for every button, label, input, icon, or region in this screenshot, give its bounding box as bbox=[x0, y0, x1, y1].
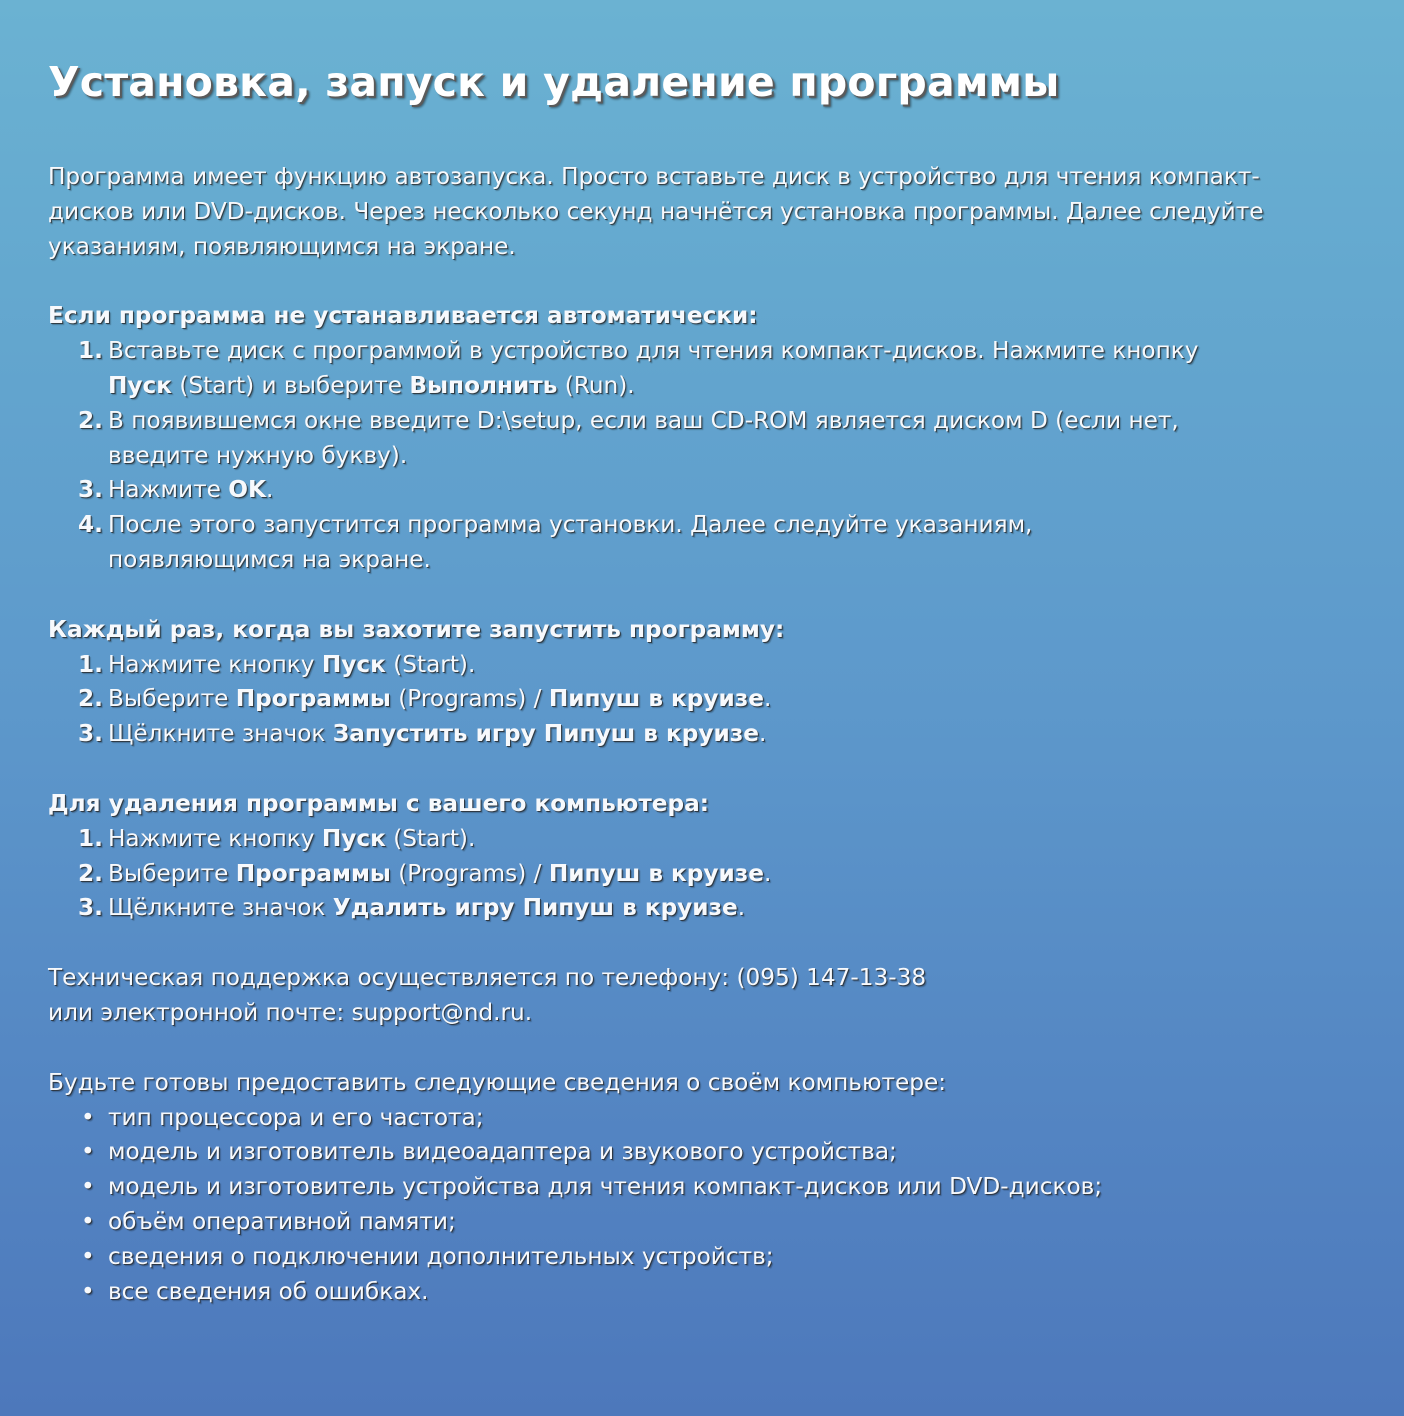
page-title: Установка, запуск и удаление программы bbox=[48, 58, 1060, 106]
step-text: После этого запустится программа установки. Далее следуйте указаниям, bbox=[108, 511, 1033, 539]
step-text: введите нужную букву). bbox=[108, 441, 408, 469]
list-item bbox=[48, 1135, 1368, 1170]
support-email-line: или электронной почте: support@nd.ru. bbox=[48, 998, 533, 1026]
step-item bbox=[48, 717, 1368, 752]
launch-heading: Каждый раз, когда вы захотите запустить программу: bbox=[48, 615, 785, 643]
step-text: Вставьте диск с программой в устройство для чтения компакт-дисков. Нажмите кнопку bbox=[108, 337, 1199, 365]
step-text: (Start) и выберите bbox=[172, 371, 410, 399]
intro-line: указаниям, появляющимся на экране. bbox=[48, 232, 516, 260]
bullet-icon: • bbox=[81, 1207, 95, 1235]
programs-menu-label: Программы bbox=[235, 859, 391, 887]
list-item-text: все сведения об ошибках. bbox=[108, 1277, 429, 1305]
step-number: 3. bbox=[78, 720, 103, 748]
manual-install-heading: Если программа не устанавливается автоматически: bbox=[48, 302, 758, 330]
step-text: (Start). bbox=[385, 650, 476, 678]
step-item bbox=[48, 334, 1368, 404]
list-item bbox=[48, 1205, 1368, 1240]
start-menu-label: Пуск bbox=[108, 371, 173, 399]
step-number: 2. bbox=[78, 685, 103, 713]
document-page bbox=[48, 52, 1368, 1309]
bullet-icon: • bbox=[81, 1138, 95, 1166]
step-number: 1. bbox=[78, 824, 103, 852]
step-text: . bbox=[737, 894, 746, 922]
step-item bbox=[48, 473, 1368, 508]
step-text: (Start). bbox=[385, 824, 476, 852]
step-item bbox=[48, 508, 1368, 578]
uninstall-shortcut-label: Удалить игру Пипуш в круизе bbox=[332, 894, 738, 922]
bullet-icon: • bbox=[81, 1242, 95, 1270]
step-item bbox=[48, 891, 1368, 926]
ok-label: OK bbox=[228, 476, 266, 504]
uninstall-steps bbox=[48, 822, 1368, 926]
step-text: Выберите bbox=[108, 685, 236, 713]
step-item bbox=[48, 682, 1368, 717]
intro-line: Программа имеет функцию автозапуска. Просто вставьте диск в устройство для чтения компакт- bbox=[48, 163, 1260, 190]
list-item bbox=[48, 1240, 1368, 1275]
step-text: . bbox=[763, 859, 772, 887]
launch-steps bbox=[48, 648, 1368, 752]
list-item-text: объём оперативной памяти; bbox=[108, 1207, 456, 1235]
info-list bbox=[48, 1101, 1368, 1310]
step-text: . bbox=[758, 720, 767, 748]
programs-menu-label: Программы bbox=[235, 685, 391, 713]
step-text: (Programs) / bbox=[390, 859, 549, 887]
step-number: 3. bbox=[78, 894, 103, 922]
step-text: Нажмите кнопку bbox=[108, 650, 322, 678]
step-text: . bbox=[265, 476, 274, 504]
step-text: (Run). bbox=[557, 371, 635, 399]
bullet-icon: • bbox=[81, 1103, 95, 1131]
list-item-text: тип процессора и его частота; bbox=[108, 1103, 484, 1131]
start-menu-label: Пуск bbox=[321, 650, 386, 678]
uninstall-heading: Для удаления программы с вашего компьютера: bbox=[48, 789, 710, 817]
step-number: 2. bbox=[78, 406, 103, 434]
step-text: (Programs) / bbox=[390, 685, 549, 713]
step-text: появляющимся на экране. bbox=[108, 545, 431, 573]
list-item bbox=[48, 1275, 1368, 1310]
step-text: Нажмите bbox=[108, 476, 229, 504]
step-item bbox=[48, 822, 1368, 857]
info-lead: Будьте готовы предоставить следующие сведения о своём компьютере: bbox=[48, 1068, 947, 1096]
launch-shortcut-label: Запустить игру Пипуш в круизе bbox=[332, 720, 759, 748]
bullet-icon: • bbox=[81, 1277, 95, 1305]
intro-line: дисков или DVD-дисков. Через несколько секунд начнётся установка программы. Далее следуйте bbox=[48, 197, 1264, 225]
run-menu-label: Выполнить bbox=[409, 371, 558, 399]
list-item-text: модель и изготовитель устройства для чтения компакт-дисков или DVD-дисков; bbox=[108, 1173, 1103, 1201]
bullet-icon: • bbox=[81, 1173, 95, 1201]
step-text: В появившемся окне введите D:\setup, если ваш CD-ROM является диском D (если нет, bbox=[108, 406, 1179, 434]
manual-install-steps bbox=[48, 334, 1368, 578]
list-item-text: сведения о подключении дополнительных устройств; bbox=[108, 1242, 774, 1270]
program-folder-label: Пипуш в круизе bbox=[548, 685, 764, 713]
step-text: Щёлкните значок bbox=[108, 894, 333, 922]
step-text: . bbox=[763, 685, 772, 713]
step-number: 1. bbox=[78, 650, 103, 678]
intro-paragraph bbox=[48, 160, 1368, 264]
step-text: Щёлкните значок bbox=[108, 720, 333, 748]
list-item bbox=[48, 1101, 1368, 1136]
step-item bbox=[48, 404, 1368, 474]
start-menu-label: Пуск bbox=[321, 824, 386, 852]
step-number: 3. bbox=[78, 476, 103, 504]
support-paragraph bbox=[48, 961, 1368, 1031]
step-text: Нажмите кнопку bbox=[108, 824, 322, 852]
list-item-text: модель и изготовитель видеоадаптера и звукового устройства; bbox=[108, 1138, 897, 1166]
step-number: 4. bbox=[78, 511, 103, 539]
program-folder-label: Пипуш в круизе bbox=[548, 859, 764, 887]
step-number: 2. bbox=[78, 859, 103, 887]
step-number: 1. bbox=[78, 337, 103, 365]
step-item bbox=[48, 648, 1368, 683]
support-phone-line: Техническая поддержка осуществляется по телефону: (095) 147-13-38 bbox=[48, 964, 927, 992]
list-item bbox=[48, 1170, 1368, 1205]
step-text: Выберите bbox=[108, 859, 236, 887]
step-item bbox=[48, 857, 1368, 892]
